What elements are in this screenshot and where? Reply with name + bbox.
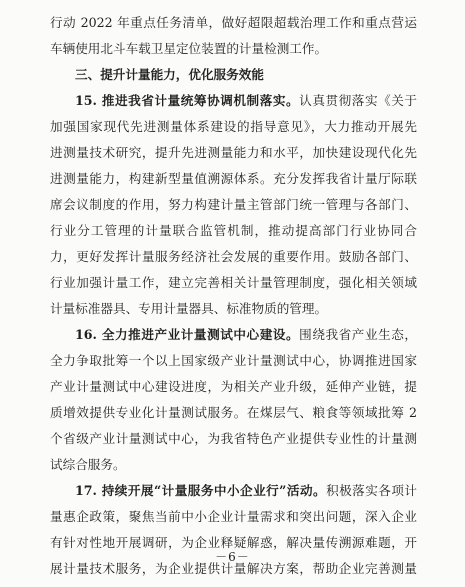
paragraph-line: 认真贯彻落实《关于 [299,93,417,108]
section-heading: 三、提升计量能力，优化服务效能 [75,67,264,82]
paragraph-line: 个省级产业计量测试中心，为我省特色产业提供专业性的计量测 [50,431,417,446]
item-15-title: 15. 推进我省计量统筹协调机制落实。 [75,93,300,108]
paragraph-line: 产业计量测试中心建设进度，为相关产业升级，延伸产业链，提 [50,379,417,394]
paragraph-line: 加强国家现代先进测量体系建设的指导意见》，大力推动开展先 [50,119,417,134]
paragraph-line: 进测量技术研究，提升先进测量能力和水平，加快建设现代化先 [50,145,417,160]
paragraph-line: 行业分工管理的计量联合监管机制，推动提高部门行业协同合 [50,223,417,238]
item-17-title: 17. 持续开展“计量服务中小企业行”活动。 [75,483,327,498]
paragraph-line: 有针对性地开展调研，为企业释疑解惑，解决量传溯源难题，开 [50,535,417,550]
paragraph-line: 试综合服务。 [50,457,126,472]
paragraph-line: 席会议制度的作用，努力构建计量主管部门统一管理与各部门、 [50,197,417,212]
paragraph-line: 量惠企政策，聚焦当前中小企业计量需求和突出问题，深入企业 [50,509,417,524]
paragraph-line: 围绕我省产业生态， [299,327,417,342]
paragraph-line: 全力争取批筹一个以上国家级产业计量测试中心，协调推进国家 [50,353,417,368]
paragraph-line: 展计量技术服务，为企业提供计量解决方案，帮助企业完善测量 [50,561,417,576]
page-number: －6－ [215,550,250,564]
paragraph-line: 行动 2022 年重点任务清单，做好超限超载治理工作和重点营运 [50,15,417,30]
paragraph-line: 力，更好发挥计量服务经济社会发展的重要作用。鼓励各部门、 [50,249,417,264]
item-16-title: 16. 全力推进产业计量测试中心建设。 [75,327,300,342]
paragraph-line: 行业加强计量工作，建立完善相关计量管理制度，强化相关领域 [50,275,417,290]
paragraph-line: 计量标准器具、专用计量器具、标准物质的管理。 [50,301,328,316]
item-17-first-line [50,478,417,504]
paragraph-line: 进测量能力，构建新型量值溯源体系。充分发挥我省计量厅际联 [50,171,417,186]
paragraph-line: 质增效提供专业化计量测试服务。在煤层气、粮食等领域批筹 2 [50,405,417,420]
item-16-first-line [50,322,417,348]
paragraph-line: 积极落实各项计 [326,483,417,498]
paragraph-line: 车辆使用北斗车载卫星定位装置的计量检测工作。 [50,41,328,56]
item-15-first-line [50,88,417,114]
